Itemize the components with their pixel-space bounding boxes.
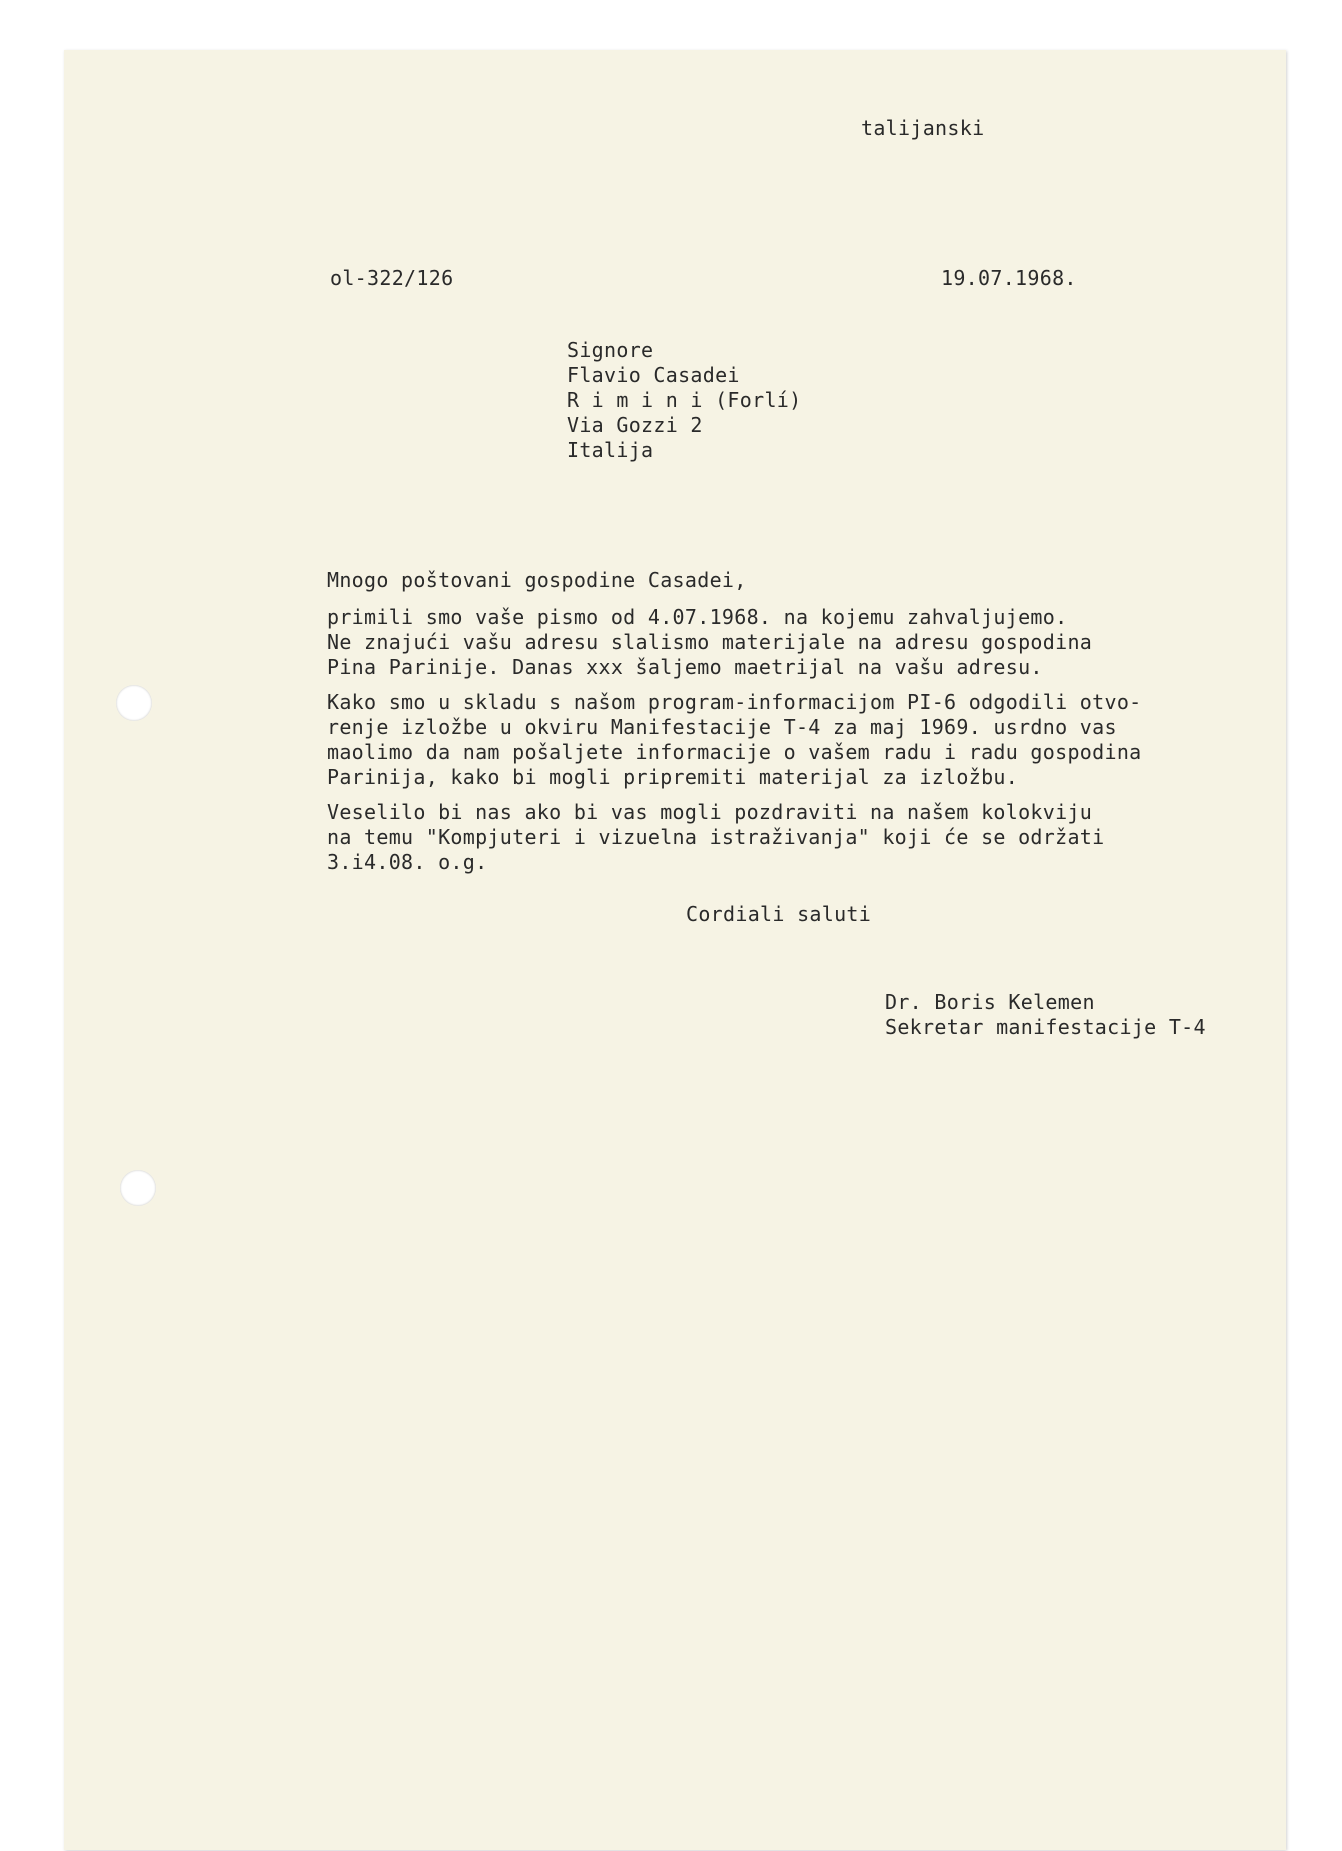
letter-sheet	[64, 50, 1286, 1850]
signature-block	[885, 990, 1206, 1040]
letter-date: 19.07.1968.	[941, 266, 1077, 290]
paragraph-line: na temu "Kompjuteri i vizuelna istraživanja" koji će se održati	[327, 825, 1105, 849]
paragraph-line: 3.i4.08. o.g.	[327, 850, 488, 874]
salutation: Mnogo poštovani gospodine Casadei,	[327, 568, 747, 592]
paragraph-2	[327, 690, 1142, 790]
signature-line: Sekretar manifestacije T-4	[885, 1015, 1206, 1039]
closing: Cordiali saluti	[686, 902, 872, 926]
punch-hole-bottom	[120, 1170, 156, 1206]
paragraph-line: renje izložbe u okviru Manifestacije T-4 za maj 1969. usrdno vas	[327, 715, 1117, 739]
paragraph-line: maolimo da nam pošaljete informacije o vašem radu i radu gospodina	[327, 740, 1142, 764]
recipient-line: Flavio Casadei	[567, 363, 740, 387]
paragraph-3	[327, 800, 1104, 875]
language-note: talijanski	[861, 116, 985, 140]
recipient-line: Signore	[567, 338, 654, 362]
recipient-line: Via Gozzi 2	[567, 413, 703, 437]
paragraph-1	[327, 605, 1092, 680]
recipient-address	[567, 338, 801, 463]
recipient-line: R i m i n i (Forlí)	[567, 388, 802, 412]
reference-number: ol-322/126	[330, 266, 454, 290]
paragraph-line: Ne znajući vašu adresu slalismo materijale na adresu gospodina	[327, 630, 1093, 654]
paragraph-line: Kako smo u skladu s našom program-informacijom PI-6 odgodili otvo-	[327, 690, 1142, 714]
punch-hole-top	[116, 685, 152, 721]
paragraph-line: Pina Parinije. Danas xxx šaljemo maetrijal na vašu adresu.	[327, 655, 1043, 679]
paragraph-line: Parinija, kako bi mogli pripremiti materijal za izložbu.	[327, 765, 1019, 789]
signature-line: Dr. Boris Kelemen	[885, 990, 1095, 1014]
recipient-line: Italija	[567, 438, 654, 462]
paragraph-line: Veselilo bi nas ako bi vas mogli pozdraviti na našem kolokviju	[327, 800, 1093, 824]
paragraph-line: primili smo vaše pismo od 4.07.1968. na kojemu zahvaljujemo.	[327, 605, 1068, 629]
